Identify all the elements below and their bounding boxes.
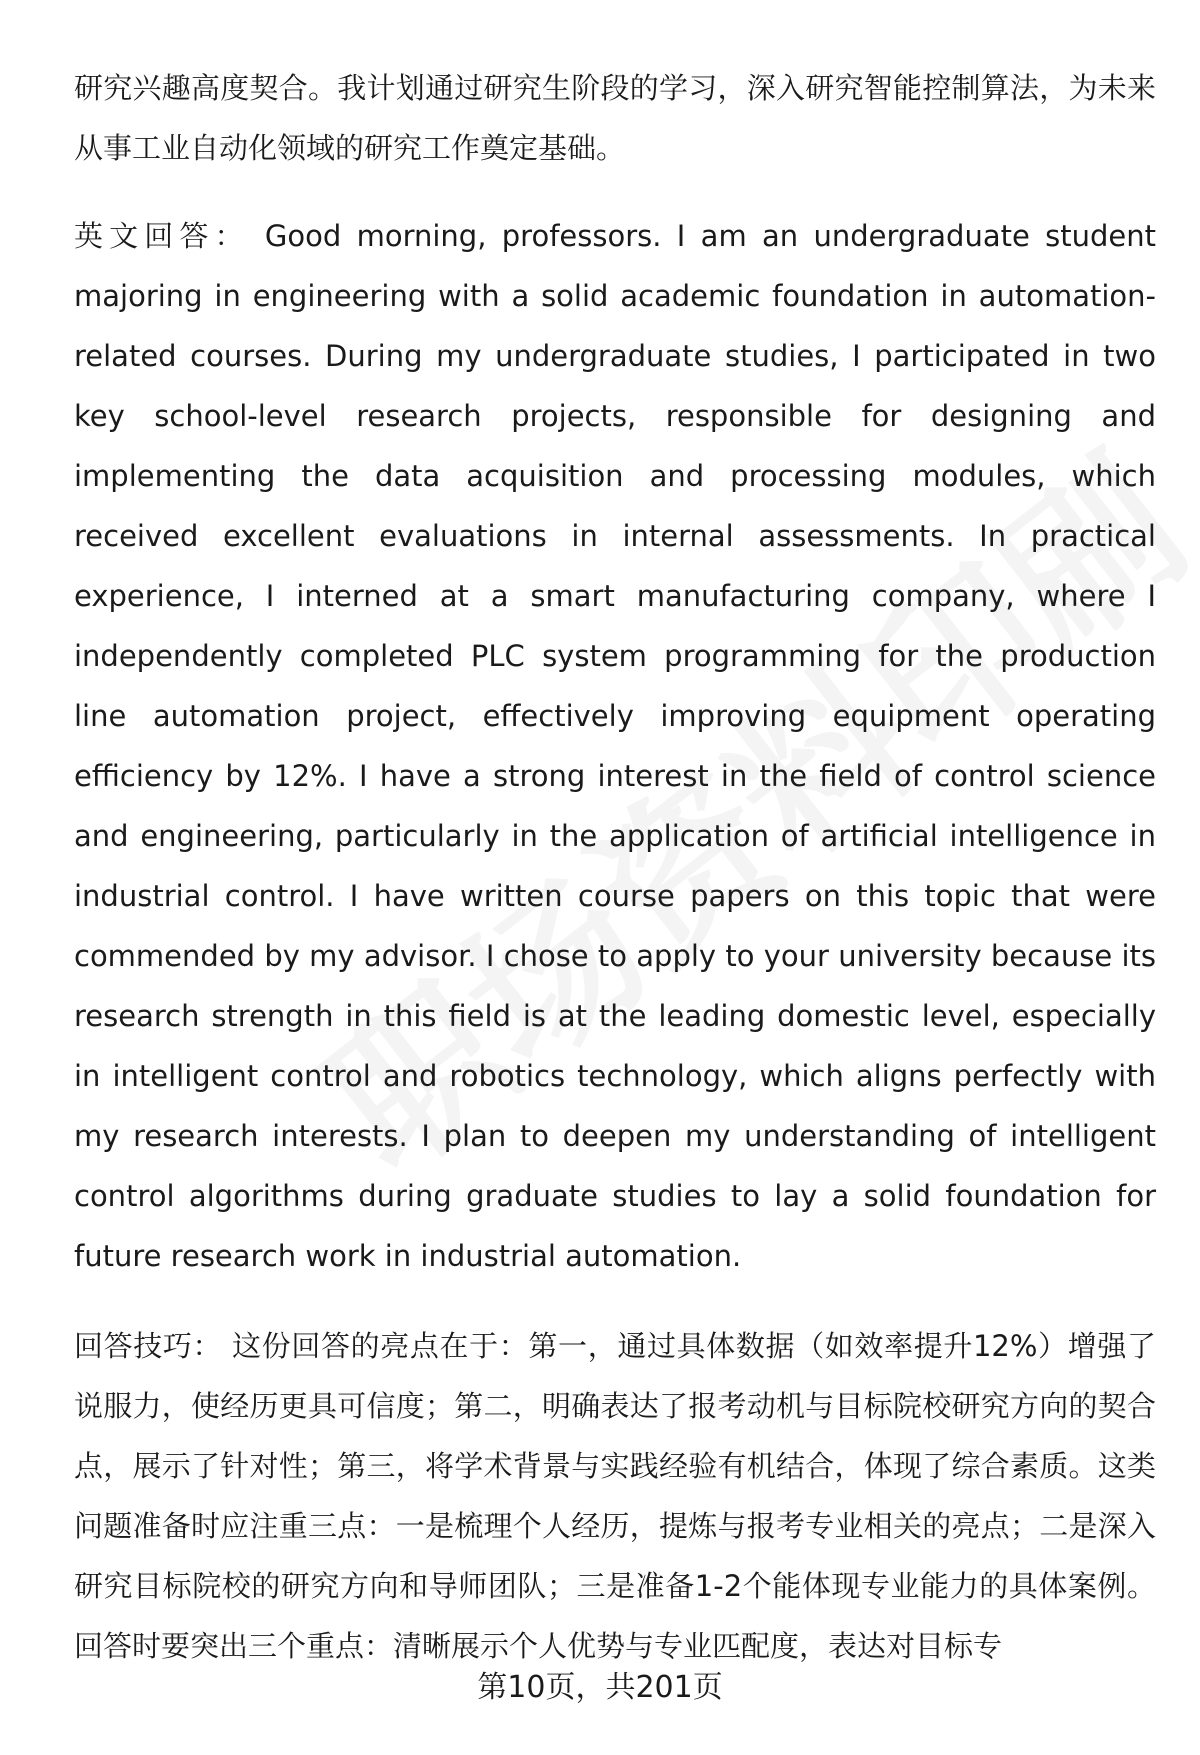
paragraph-english-answer: 英文回答： Good morning, professors. I am an undergraduate student majoring in engineering with a solid academic foundation in automation-related courses. During my undergraduate studies, I participated in two key school-level research projects, responsible for designing and implementing the data acquisition and processing modules, which received excellent evaluations in internal assessments. In practical experience, I interned at a smart manufacturing company, where I independently completed PLC system programming for the production line automation project, effectively improving equipment operating efficiency by 12%. I have a strong interest in the field of control science and engineering, particularly in the application of artificial intelligence in industrial control. I have written course papers on this topic that were commended by my advisor. I chose to apply to your university because its research strength in this field is at the leading domestic level, especially in intelligent control and robotics technology, which aligns perfectly with my research interests. I plan to deepen my understanding of intelligent control algorithms during graduate studies to lay a solid foundation for future research work in industrial automation.	[74, 219, 1156, 1273]
page-number-footer: 第10页，共201页	[477, 1670, 723, 1705]
document-body	[74, 58, 1156, 1676]
paragraph-answer-tips: 回答技巧： 这份回答的亮点在于：第一，通过具体数据（如效率提升12%）增强了说服力，使经历更具可信度；第二，明确表达了报考动机与目标院校研究方向的契合点，展示了针对性；第三，将学术背景与实践经验有机结合，体现了综合素质。这类问题准备时应注重三点：一是梳理个人经历，提炼与报考专业相关的亮点；二是深入研究目标院校的研究方向和导师团队；三是准备1-2个能体现专业能力的具体案例。回答时要突出三个重点：清晰展示个人优势与专业匹配度，表达对目标专	[74, 1329, 1156, 1663]
paragraph-intro-continuation: 研究兴趣高度契合。我计划通过研究生阶段的学习，深入研究智能控制算法，为未来从事工业自动化领域的研究工作奠定基础。	[74, 71, 1156, 165]
